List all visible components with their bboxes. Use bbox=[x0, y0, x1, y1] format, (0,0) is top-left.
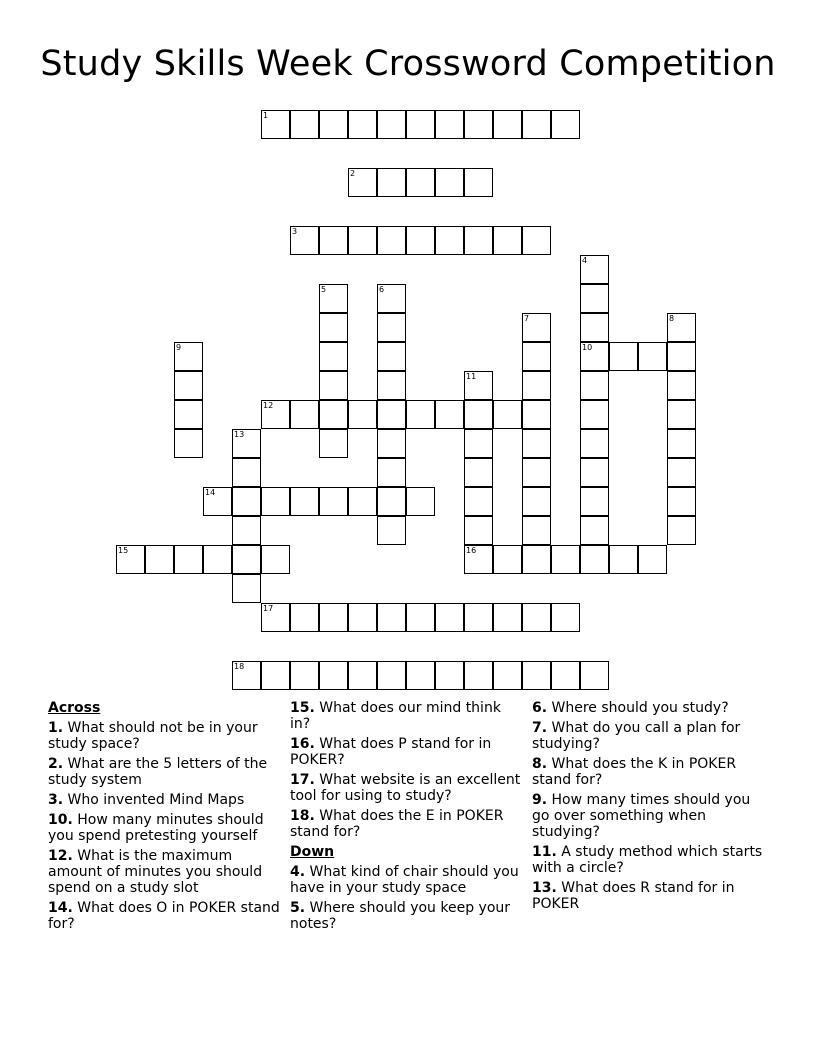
crossword-cell[interactable] bbox=[232, 661, 261, 690]
crossword-cell[interactable] bbox=[667, 371, 696, 400]
crossword-cell[interactable] bbox=[580, 661, 609, 690]
crossword-cell[interactable] bbox=[580, 284, 609, 313]
crossword-cell[interactable] bbox=[174, 545, 203, 574]
crossword-cell[interactable] bbox=[319, 284, 348, 313]
crossword-cell[interactable] bbox=[609, 545, 638, 574]
crossword-cell[interactable] bbox=[348, 110, 377, 139]
crossword-cell[interactable] bbox=[435, 226, 464, 255]
clue-down-11: 11. A study method which starts with a circle? bbox=[532, 844, 763, 876]
crossword-cell[interactable] bbox=[232, 545, 261, 574]
clue-across-17: 17. What website is an excellent tool for using to study? bbox=[290, 772, 521, 804]
crossword-cell[interactable] bbox=[522, 458, 551, 487]
crossword-cell[interactable] bbox=[377, 603, 406, 632]
crossword-cell[interactable] bbox=[261, 487, 290, 516]
crossword-cell[interactable] bbox=[377, 110, 406, 139]
crossword-cell[interactable] bbox=[667, 313, 696, 342]
clue-across-12: 12. What is the maximum amount of minutes you should spend on a study slot bbox=[48, 848, 263, 896]
crossword-cell[interactable] bbox=[174, 342, 203, 371]
down-heading: Down bbox=[290, 844, 335, 860]
crossword-cell[interactable] bbox=[377, 458, 406, 487]
crossword-cell[interactable] bbox=[174, 400, 203, 429]
crossword-cell[interactable] bbox=[464, 226, 493, 255]
clue-number: 7 bbox=[524, 314, 530, 323]
crossword-cell[interactable] bbox=[116, 545, 145, 574]
crossword-cell[interactable] bbox=[377, 313, 406, 342]
clue-across-18: 18. What does the E in POKER stand for? bbox=[290, 808, 504, 840]
crossword-cell[interactable] bbox=[522, 313, 551, 342]
crossword-cell[interactable] bbox=[464, 661, 493, 690]
crossword-cell[interactable] bbox=[580, 487, 609, 516]
crossword-cell[interactable] bbox=[319, 313, 348, 342]
clue-down-9: 9. How many times should you go over something when studying? bbox=[532, 792, 751, 840]
crossword-cell[interactable] bbox=[464, 516, 493, 545]
crossword-cell[interactable] bbox=[580, 458, 609, 487]
crossword-cell[interactable] bbox=[551, 661, 580, 690]
clue-number: 17 bbox=[263, 604, 274, 613]
crossword-cell[interactable] bbox=[319, 661, 348, 690]
crossword-cell[interactable] bbox=[261, 400, 290, 429]
crossword-cell[interactable] bbox=[377, 516, 406, 545]
crossword-cell[interactable] bbox=[522, 342, 551, 371]
crossword-cell[interactable] bbox=[435, 603, 464, 632]
crossword-cell[interactable] bbox=[232, 458, 261, 487]
crossword-cell[interactable] bbox=[174, 429, 203, 458]
crossword-cell[interactable] bbox=[580, 516, 609, 545]
crossword-cell[interactable] bbox=[348, 603, 377, 632]
clue-across-10: 10. How many minutes should you spend pretesting yourself bbox=[48, 812, 264, 844]
clue-number: 13 bbox=[234, 430, 245, 439]
clues-column-1 bbox=[48, 700, 283, 936]
crossword-cell[interactable] bbox=[290, 487, 319, 516]
crossword-cell[interactable] bbox=[667, 516, 696, 545]
crossword-cell[interactable] bbox=[290, 661, 319, 690]
crossword-cell[interactable] bbox=[580, 400, 609, 429]
crossword-cell[interactable] bbox=[464, 371, 493, 400]
clue-across-15: 15. What does our mind think in? bbox=[290, 700, 501, 732]
crossword-cell[interactable] bbox=[580, 429, 609, 458]
crossword-cell[interactable] bbox=[377, 429, 406, 458]
crossword-cell[interactable] bbox=[493, 110, 522, 139]
crossword-cell[interactable] bbox=[348, 661, 377, 690]
crossword-cell[interactable] bbox=[261, 603, 290, 632]
crossword-cell[interactable] bbox=[406, 226, 435, 255]
crossword-cell[interactable] bbox=[377, 400, 406, 429]
clue-number: 8 bbox=[669, 314, 675, 323]
clue-number: 1 bbox=[263, 111, 269, 120]
crossword-cell[interactable] bbox=[580, 313, 609, 342]
page-title: Study Skills Week Crossword Competition bbox=[40, 44, 776, 84]
crossword-cell[interactable] bbox=[667, 458, 696, 487]
crossword-cell[interactable] bbox=[261, 545, 290, 574]
crossword-cell[interactable] bbox=[319, 400, 348, 429]
crossword-cell[interactable] bbox=[522, 545, 551, 574]
crossword-cell[interactable] bbox=[319, 342, 348, 371]
clue-down-5: 5. Where should you keep your notes? bbox=[290, 900, 511, 932]
clue-number: 3 bbox=[292, 227, 298, 236]
crossword-cell[interactable] bbox=[522, 400, 551, 429]
crossword-cell[interactable] bbox=[319, 110, 348, 139]
crossword-cell[interactable] bbox=[580, 371, 609, 400]
crossword-cell[interactable] bbox=[522, 661, 551, 690]
crossword-cell[interactable] bbox=[406, 603, 435, 632]
clue-number: 15 bbox=[118, 546, 129, 555]
clue-number: 12 bbox=[263, 401, 274, 410]
crossword-cell[interactable] bbox=[319, 226, 348, 255]
crossword-cell[interactable] bbox=[348, 487, 377, 516]
crossword-cell[interactable] bbox=[435, 110, 464, 139]
crossword-cell[interactable] bbox=[406, 661, 435, 690]
crossword-cell[interactable] bbox=[232, 429, 261, 458]
crossword-cell[interactable] bbox=[638, 342, 667, 371]
crossword-cell[interactable] bbox=[522, 487, 551, 516]
crossword-cell[interactable] bbox=[145, 545, 174, 574]
crossword-cell[interactable] bbox=[406, 110, 435, 139]
crossword-cell[interactable] bbox=[435, 661, 464, 690]
crossword-cell[interactable] bbox=[406, 400, 435, 429]
crossword-cell[interactable] bbox=[290, 226, 319, 255]
crossword-cell[interactable] bbox=[551, 603, 580, 632]
crossword-cell[interactable] bbox=[464, 487, 493, 516]
clue-across-16: 16. What does P stand for in POKER? bbox=[290, 736, 492, 768]
crossword-cell[interactable] bbox=[551, 110, 580, 139]
clue-down-7: 7. What do you call a plan for studying? bbox=[532, 720, 741, 752]
crossword-cell[interactable] bbox=[551, 545, 580, 574]
crossword-cell[interactable] bbox=[493, 400, 522, 429]
clue-number: 16 bbox=[466, 546, 477, 555]
crossword-cell[interactable] bbox=[319, 429, 348, 458]
clue-down-4: 4. What kind of chair should you have in your study space bbox=[290, 864, 519, 896]
clue-number: 6 bbox=[379, 285, 385, 294]
clues-column-2 bbox=[290, 700, 525, 936]
clue-number: 11 bbox=[466, 372, 477, 381]
crossword-cell[interactable] bbox=[377, 168, 406, 197]
crossword-cell[interactable] bbox=[377, 661, 406, 690]
crossword-cell[interactable] bbox=[377, 371, 406, 400]
clue-number: 5 bbox=[321, 285, 327, 294]
crossword-cell[interactable] bbox=[435, 400, 464, 429]
crossword-cell[interactable] bbox=[174, 371, 203, 400]
clue-down-6: 6. Where should you study? bbox=[532, 700, 729, 716]
crossword-cell[interactable] bbox=[493, 661, 522, 690]
clue-number: 10 bbox=[582, 343, 593, 352]
crossword-cell[interactable] bbox=[638, 545, 667, 574]
clue-number: 2 bbox=[350, 169, 356, 178]
crossword-cell[interactable] bbox=[348, 226, 377, 255]
crossword-cell[interactable] bbox=[232, 516, 261, 545]
crossword-cell[interactable] bbox=[348, 400, 377, 429]
crossword-cell[interactable] bbox=[522, 516, 551, 545]
clue-across-1: 1. What should not be in your study space? bbox=[48, 720, 258, 752]
crossword-cell[interactable] bbox=[319, 371, 348, 400]
clue-down-13: 13. What does R stand for in POKER bbox=[532, 880, 735, 912]
crossword-cell[interactable] bbox=[580, 255, 609, 284]
crossword-cell[interactable] bbox=[232, 487, 261, 516]
clue-down-8: 8. What does the K in POKER stand for? bbox=[532, 756, 737, 788]
clue-number: 18 bbox=[234, 662, 245, 671]
crossword-cell[interactable] bbox=[522, 429, 551, 458]
crossword-cell[interactable] bbox=[667, 429, 696, 458]
crossword-cell[interactable] bbox=[464, 458, 493, 487]
clue-across-14: 14. What does O in POKER stand for? bbox=[48, 900, 280, 932]
clue-number: 9 bbox=[176, 343, 182, 352]
crossword-cell[interactable] bbox=[609, 342, 638, 371]
crossword-cell[interactable] bbox=[667, 342, 696, 371]
clues-column-3 bbox=[532, 700, 767, 916]
crossword-cell[interactable] bbox=[377, 487, 406, 516]
crossword-cell[interactable] bbox=[406, 487, 435, 516]
clue-across-2: 2. What are the 5 letters of the study system bbox=[48, 756, 268, 788]
clue-number: 4 bbox=[582, 256, 588, 265]
crossword-cell[interactable] bbox=[522, 226, 551, 255]
crossword-cell[interactable] bbox=[493, 226, 522, 255]
crossword-cell[interactable] bbox=[203, 487, 232, 516]
clue-number: 14 bbox=[205, 488, 216, 497]
crossword-cell[interactable] bbox=[261, 110, 290, 139]
crossword-cell[interactable] bbox=[464, 603, 493, 632]
crossword-cell[interactable] bbox=[667, 400, 696, 429]
crossword-cell[interactable] bbox=[232, 574, 261, 603]
crossword-cell[interactable] bbox=[464, 400, 493, 429]
crossword-cell[interactable] bbox=[377, 342, 406, 371]
crossword-cell[interactable] bbox=[261, 661, 290, 690]
crossword-cell[interactable] bbox=[464, 110, 493, 139]
crossword-cell[interactable] bbox=[493, 603, 522, 632]
crossword-cell[interactable] bbox=[580, 545, 609, 574]
crossword-cell[interactable] bbox=[435, 168, 464, 197]
crossword-cell[interactable] bbox=[377, 284, 406, 313]
crossword-cell[interactable] bbox=[348, 168, 377, 197]
crossword-cell[interactable] bbox=[319, 603, 348, 632]
crossword-cell[interactable] bbox=[493, 545, 522, 574]
crossword-cell[interactable] bbox=[580, 342, 609, 371]
crossword-cell[interactable] bbox=[406, 168, 435, 197]
crossword-cell[interactable] bbox=[464, 429, 493, 458]
crossword-cell[interactable] bbox=[377, 226, 406, 255]
crossword-cell[interactable] bbox=[290, 110, 319, 139]
across-heading: Across bbox=[48, 700, 101, 716]
crossword-cell[interactable] bbox=[522, 603, 551, 632]
crossword-cell[interactable] bbox=[290, 603, 319, 632]
crossword-cell[interactable] bbox=[464, 545, 493, 574]
crossword-cell[interactable] bbox=[522, 371, 551, 400]
clue-across-3: 3. Who invented Mind Maps bbox=[48, 792, 245, 808]
crossword-cell[interactable] bbox=[319, 487, 348, 516]
crossword-cell[interactable] bbox=[203, 545, 232, 574]
crossword-cell[interactable] bbox=[667, 487, 696, 516]
crossword-cell[interactable] bbox=[464, 168, 493, 197]
crossword-cell[interactable] bbox=[290, 400, 319, 429]
crossword-cell[interactable] bbox=[522, 110, 551, 139]
